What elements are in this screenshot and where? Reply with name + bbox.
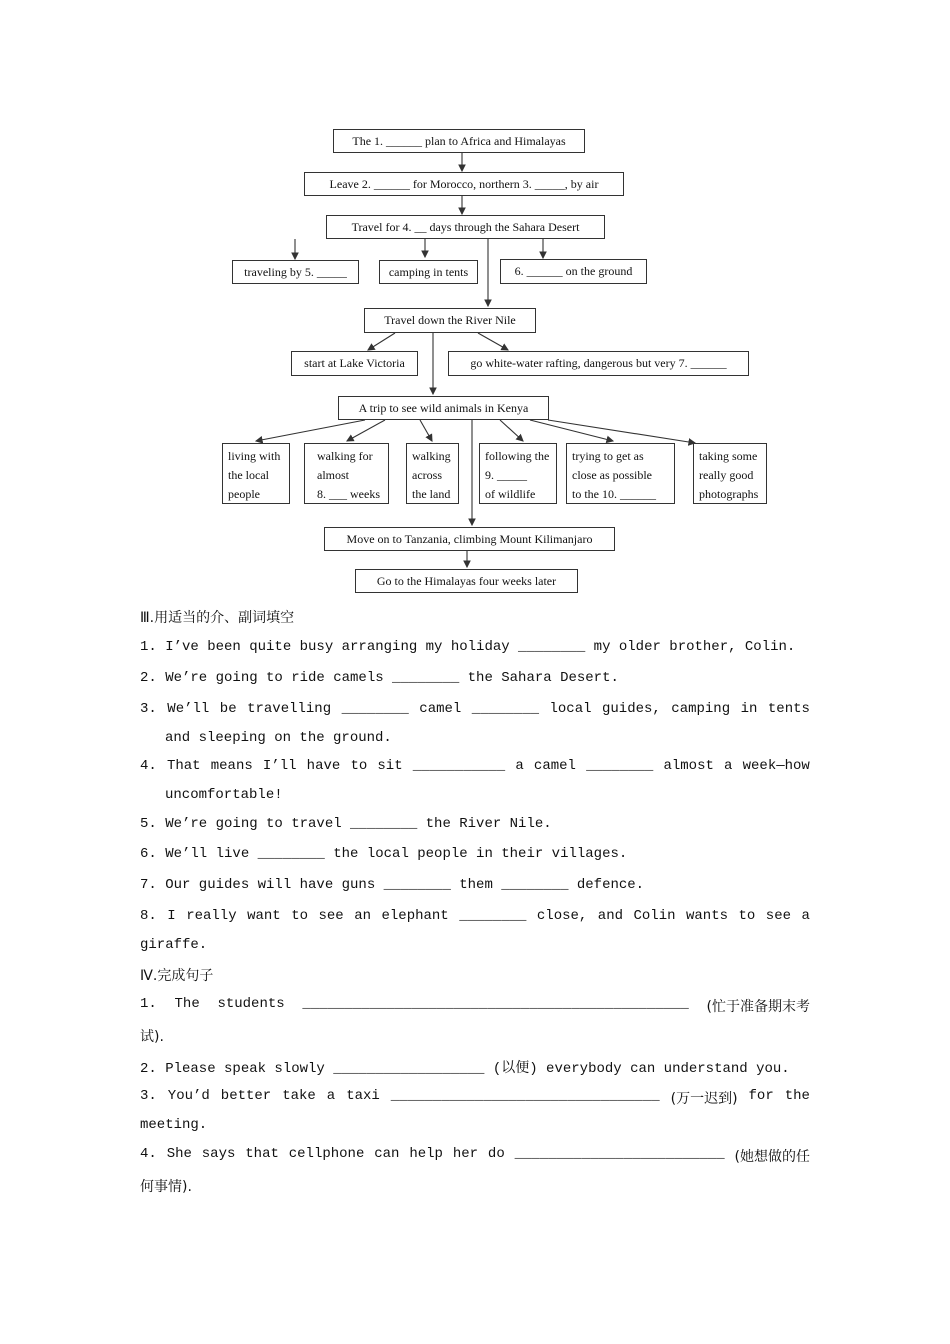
word: Colin	[633, 908, 676, 924]
flow-box-leave: Leave 2. ______ for Morocco, northern 3. _____, by air	[304, 172, 624, 196]
flow-text-line: trying to get as	[572, 449, 644, 463]
flow-box-himalayas: Go to the Himalayas four weeks later	[355, 569, 578, 593]
blank: ________	[341, 701, 409, 717]
word: a	[515, 758, 524, 774]
word: I	[167, 908, 176, 924]
word: to	[738, 908, 756, 924]
word: 4.	[140, 1146, 157, 1162]
word: I’ll	[262, 758, 297, 774]
word: see	[765, 908, 792, 924]
blank: ________	[471, 701, 540, 717]
word: really	[186, 908, 237, 924]
flow-box-living	[222, 443, 290, 504]
flow-text-line: 9. _____	[485, 468, 527, 482]
word: sit	[377, 758, 403, 774]
word: a	[326, 1088, 336, 1104]
flow-text-line: of wildlife	[485, 487, 536, 501]
word: take	[282, 1088, 316, 1104]
hint: (万一迟到)	[670, 1091, 738, 1107]
s4-question-4	[140, 1146, 810, 1166]
flow-box-plan: The 1. ______ plan to Africa and Himalayas	[333, 129, 585, 153]
word: tents	[767, 701, 810, 717]
flow-text-line: walking	[412, 449, 451, 463]
flow-box-kenya: A trip to see wild animals in Kenya	[338, 396, 549, 420]
blank: ______________________________________________	[302, 996, 689, 1012]
s4-question-3-cont: meeting.	[140, 1117, 208, 1133]
word: elephant	[381, 908, 449, 924]
word: be	[219, 701, 237, 717]
word: local	[549, 701, 592, 717]
flow-text-line: following the	[485, 449, 550, 463]
word: close,	[536, 908, 588, 924]
flow-box-photographs	[693, 443, 767, 504]
word: to	[350, 758, 368, 774]
s3-question-8-cont: giraffe.	[140, 937, 208, 953]
word: almost	[663, 758, 714, 774]
flow-box-nile: Travel down the River Nile	[364, 308, 536, 333]
word: camel	[419, 701, 462, 717]
word: a	[724, 758, 733, 774]
word: in	[740, 701, 758, 717]
word: The	[174, 996, 200, 1012]
word: says	[201, 1146, 236, 1162]
flow-text-line: 8. ___ weeks	[317, 487, 380, 501]
word: see	[318, 908, 344, 924]
word: camel	[533, 758, 576, 774]
word: 1.	[140, 996, 157, 1012]
word: That	[166, 758, 201, 774]
word: guides,	[602, 701, 661, 717]
section-3-heading: Ⅲ.用适当的介、副词填空	[140, 610, 295, 626]
s3-question-4-cont: uncomfortable!	[165, 787, 283, 803]
hint: (忙于准备期末考	[706, 999, 810, 1015]
flow-text-line: the land	[412, 487, 451, 501]
s3-question-7: 7. Our guides will have guns ________ them ________ defence.	[140, 877, 645, 893]
flow-text-line: living with	[228, 449, 281, 463]
flow-text-line: really good	[699, 468, 754, 482]
blank: ________	[586, 758, 654, 774]
word: 3.	[140, 1088, 157, 1104]
word: and	[597, 908, 624, 924]
word: her	[452, 1146, 479, 1162]
word: want	[247, 908, 281, 924]
s4-question-3	[140, 1088, 810, 1108]
word: an	[354, 908, 371, 924]
flow-box-walking-across	[406, 443, 459, 504]
flow-box-lake-victoria: start at Lake Victoria	[291, 351, 418, 376]
flow-text-line: close as possible	[572, 468, 652, 482]
s4-question-1	[140, 996, 810, 1016]
blank: ________________________________	[390, 1088, 660, 1104]
blank: ________	[459, 908, 527, 924]
word: have	[306, 758, 341, 774]
hint: (她想做的任	[734, 1149, 810, 1165]
flow-box-sahara: Travel for 4. __ days through the Sahara Desert	[326, 215, 605, 239]
word: wants	[686, 908, 729, 924]
flow-box-rafting: go white-water rafting, dangerous but very 7. ______	[448, 351, 749, 376]
flow-box-following	[479, 443, 557, 504]
flow-box-walking-for	[304, 443, 389, 504]
word: means	[210, 758, 253, 774]
s3-question-8	[140, 908, 810, 924]
flow-text-line: across	[412, 468, 442, 482]
blank: ___________	[412, 758, 506, 774]
blank: _________________________	[514, 1146, 725, 1162]
flow-box-camping: camping in tents	[379, 260, 478, 284]
s3-question-2: 2. We’re going to ride camels ________ the Sahara Desert.	[140, 670, 619, 686]
word: You’d	[167, 1088, 210, 1104]
s3-question-6: 6. We’ll live ________ the local people in their villages.	[140, 846, 628, 862]
flow-text-line: the local	[228, 468, 269, 482]
word: to	[291, 908, 308, 924]
word: for	[748, 1088, 774, 1104]
word: cellphone	[288, 1146, 365, 1162]
word: help	[409, 1146, 443, 1162]
word: 8.	[140, 908, 157, 924]
flow-text-line: walking for	[317, 449, 373, 463]
word: taxi	[346, 1088, 380, 1104]
word: She	[166, 1146, 192, 1162]
word: the	[784, 1088, 810, 1104]
s4-question-1-cont: 试).	[140, 1029, 164, 1045]
word: 3.	[140, 701, 157, 717]
s3-question-1: 1. I’ve been quite busy arranging my holiday ________ my older brother, Colin.	[140, 639, 796, 655]
word: can	[374, 1146, 400, 1162]
flow-text-line: taking some	[699, 449, 758, 463]
word: 4.	[140, 758, 157, 774]
flow-text-line: people	[228, 487, 260, 501]
s4-question-2: 2. Please speak slowly __________________ (以便) everybody can understand you.	[140, 1061, 790, 1077]
s4-question-4-cont: 何事情).	[140, 1179, 192, 1195]
word: week—how	[742, 758, 810, 774]
word: do	[487, 1146, 505, 1162]
word: travelling	[247, 701, 332, 717]
flow-box-trying	[566, 443, 675, 504]
s3-question-3-cont: and sleeping on the ground.	[165, 730, 392, 746]
s3-question-3	[140, 701, 810, 717]
flow-text-line: photographs	[699, 487, 759, 501]
word: a	[801, 908, 810, 924]
flow-text-line: almost	[317, 468, 349, 482]
word: better	[220, 1088, 272, 1104]
s3-question-5: 5. We’re going to travel ________ the River Nile.	[140, 816, 552, 832]
flow-box-traveling: traveling by 5. _____	[232, 260, 359, 284]
flow-text-line: to the 10. ______	[572, 487, 656, 501]
word: camping	[671, 701, 731, 717]
word: students	[217, 996, 285, 1012]
flowchart-connectors	[0, 0, 950, 600]
flow-box-tanzania: Move on to Tanzania, climbing Mount Kilimanjaro	[324, 527, 615, 551]
s3-question-4	[140, 758, 810, 774]
flow-box-ground: 6. ______ on the ground	[500, 259, 647, 284]
word: We’ll	[167, 701, 210, 717]
word: that	[245, 1146, 279, 1162]
section-4-heading: Ⅳ.完成句子	[140, 968, 214, 984]
